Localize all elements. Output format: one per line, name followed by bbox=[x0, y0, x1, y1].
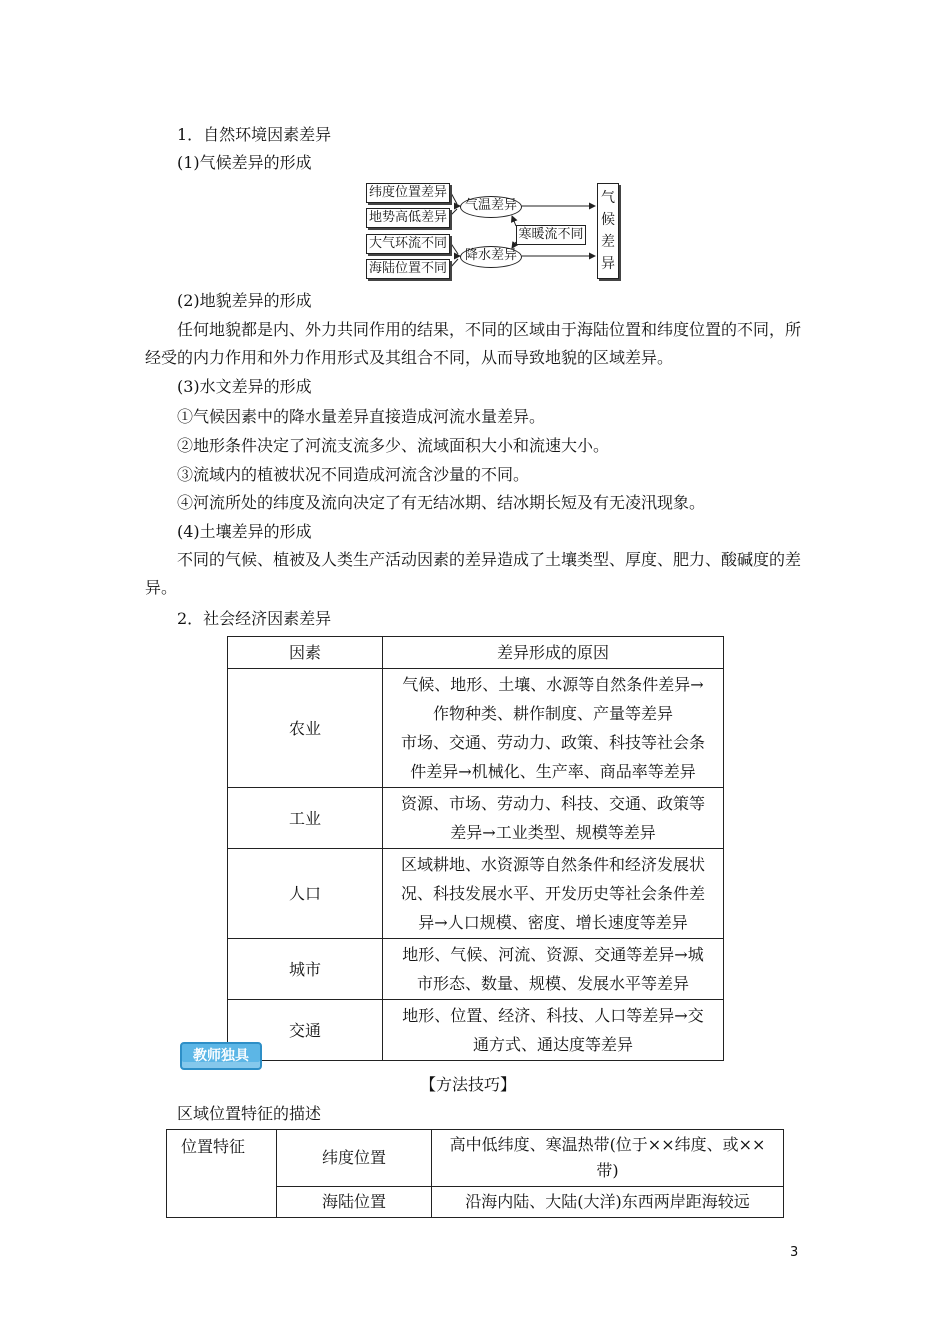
desc-line: 带) bbox=[596, 1161, 619, 1180]
table-row bbox=[228, 669, 724, 788]
subheading-hydrology: (3)水文差异的形成 bbox=[177, 377, 312, 396]
factor-cell: 人口 bbox=[228, 849, 383, 939]
method-intro: 区域位置特征的描述 bbox=[177, 1104, 322, 1123]
box-climate-difference bbox=[597, 183, 619, 279]
subheading-landform: (2)地貌差异的形成 bbox=[177, 291, 312, 310]
reason-line: 异→人口规模、密度、增长速度等差异 bbox=[418, 913, 688, 932]
page-number: 3 bbox=[790, 1245, 799, 1260]
result-char: 气 bbox=[601, 190, 615, 206]
reason-cell bbox=[383, 939, 724, 1000]
reason-line: 市场、交通、劳动力、政策、科技等社会条 bbox=[400, 733, 705, 752]
factor-cell: 交通 bbox=[228, 1000, 383, 1061]
factor-cell: 工业 bbox=[228, 788, 383, 849]
subheading-soil: (4)土壤差异的形成 bbox=[177, 522, 312, 541]
method-title: 【方法技巧】 bbox=[420, 1075, 517, 1094]
box-landsea: 海陆位置不同 bbox=[366, 259, 450, 279]
factor-cell: 城市 bbox=[228, 939, 383, 1000]
arrow-circulation bbox=[450, 242, 458, 254]
result-char: 差 bbox=[601, 234, 615, 250]
reason-line: 作物种类、耕作制度、产量等差异 bbox=[432, 704, 673, 723]
reason-line: 资源、市场、劳动力、科技、交通、政策等 bbox=[400, 794, 705, 813]
reason-line: 地形、气候、河流、资源、交通等差异→城 bbox=[402, 945, 704, 964]
desc-line: 沿海内陆、大陆(大洋)东西两岸距海较远 bbox=[465, 1192, 750, 1211]
hydro-item: ③流域内的植被状况不同造成河流含沙量的不同。 bbox=[177, 465, 530, 484]
position-label-cell: 位置特征 bbox=[167, 1130, 277, 1218]
reason-line: 况、科技发展水平、开发历史等社会条件差 bbox=[400, 884, 705, 903]
reason-line: 地形、位置、经济、科技、人口等差异→交 bbox=[402, 1006, 704, 1025]
socioeconomic-table bbox=[227, 636, 724, 1061]
arrow-landsea bbox=[450, 259, 458, 268]
box-elevation: 地势高低差异 bbox=[366, 208, 450, 228]
header-reason: 差异形成的原因 bbox=[383, 637, 724, 669]
arrow-elevation bbox=[450, 209, 457, 216]
paragraph-landform: 任何地貌都是内、外力共同作用的结果，不同的区域由于海陆位置和纬度位置的不同，所经受的内力作用和外力作用形式及其组合不同，从而导致地貌的区域差异。 bbox=[145, 320, 802, 367]
node-ocean-currents: 寒暖流不同 bbox=[516, 225, 586, 245]
node-temperature: 气温差异 bbox=[460, 196, 522, 218]
table-row bbox=[228, 788, 724, 849]
reason-line: 市形态、数量、规模、发展水平等差异 bbox=[416, 974, 689, 993]
reason-line: 区域耕地、水资源等自然条件和经济发展状 bbox=[400, 855, 705, 874]
reason-line: 通方式、通达度等差异 bbox=[472, 1035, 633, 1054]
reason-cell bbox=[383, 788, 724, 849]
desc-line: 高中低纬度、寒温热带(位于××纬度、或×× bbox=[449, 1135, 766, 1154]
hydro-item: ①气候因素中的降水量差异直接造成河流水量差异。 bbox=[177, 407, 546, 426]
position-table bbox=[166, 1129, 784, 1218]
table-row bbox=[228, 1000, 724, 1061]
hydro-item: ②地形条件决定了河流支流多少、流域面积大小和流速大小。 bbox=[177, 436, 610, 455]
reason-cell bbox=[383, 1000, 724, 1061]
result-char: 候 bbox=[601, 212, 615, 228]
section-heading-natural: 1．自然环境因素差异 bbox=[177, 125, 332, 144]
reason-line: 件差异→机械化、生产率、商品率等差异 bbox=[410, 762, 696, 781]
position-name-cell: 纬度位置 bbox=[277, 1130, 432, 1187]
node-precipitation: 降水差异 bbox=[460, 246, 522, 268]
result-char: 异 bbox=[601, 256, 615, 272]
box-latitude: 纬度位置差异 bbox=[366, 183, 450, 203]
reason-cell bbox=[383, 669, 724, 788]
arrow-latitude bbox=[450, 191, 457, 204]
box-circulation: 大气环流不同 bbox=[366, 234, 450, 254]
reason-cell bbox=[383, 849, 724, 939]
section-heading-socioeconomic: 2．社会经济因素差异 bbox=[177, 609, 332, 628]
hydro-item: ④河流所处的纬度及流向决定了有无结冰期、结冰期长短及有无凌汛现象。 bbox=[177, 493, 706, 512]
teacher-exclusive-badge: 教师独具 bbox=[180, 1042, 262, 1070]
reason-line: 差异→工业类型、规模等差异 bbox=[450, 823, 656, 842]
position-name-cell: 海陆位置 bbox=[277, 1187, 432, 1218]
table-row bbox=[167, 1130, 784, 1187]
position-desc-cell bbox=[432, 1187, 784, 1218]
factor-cell: 农业 bbox=[228, 669, 383, 788]
position-desc-cell bbox=[432, 1130, 784, 1187]
reason-line: 气候、地形、土壤、水源等自然条件差异→ bbox=[402, 675, 704, 694]
header-factor: 因素 bbox=[228, 637, 383, 669]
table-row bbox=[228, 939, 724, 1000]
table-header-row bbox=[228, 637, 724, 669]
paragraph-soil: 不同的气候、植被及人类生产活动因素的差异造成了土壤类型、厚度、肥力、酸碱度的差异。 bbox=[145, 550, 802, 597]
table-row bbox=[228, 849, 724, 939]
subheading-climate: (1)气候差异的形成 bbox=[177, 153, 312, 172]
